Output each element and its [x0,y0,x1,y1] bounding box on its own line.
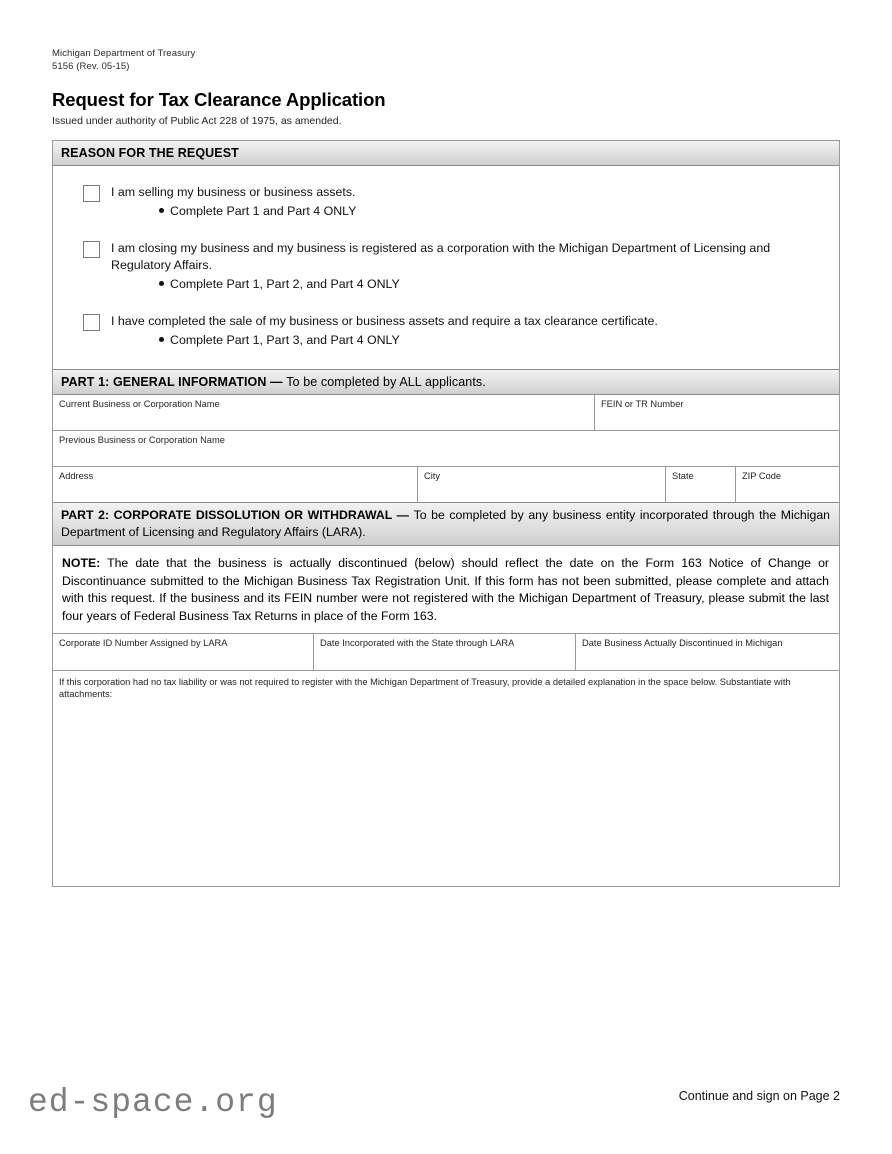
part2-row-dates [53,634,839,671]
explanation-textarea[interactable] [53,700,839,886]
field-date-incorporated[interactable] [314,634,576,670]
reason-option-instruction [159,332,825,349]
field-label: ZIP Code [742,471,782,481]
reason-option-label: I have completed the sale of my business or business assets and require a tax clearance certificate. [111,314,658,328]
field-label: Date Business Actually Discontinued in Michigan [582,638,783,648]
field-corporate-id[interactable] [53,634,314,670]
bullet-icon [159,281,164,286]
reason-option-closing[interactable] [67,240,825,293]
part2-title [61,507,830,541]
field-previous-business-name[interactable] [53,431,839,466]
section-header-part1 [53,369,839,395]
form-body [52,140,840,887]
form-number: 5156 (Rev. 05-15) [52,60,130,72]
part1-row-previous-name [53,431,839,467]
part1-row-names [53,395,839,431]
checkbox-closing[interactable] [83,241,100,258]
part2-title-normal: To be completed by any business entity incorporated through the Michigan Department of Licensing and Regulatory Affairs (LARA). [61,508,831,539]
field-label: City [424,471,441,481]
site-watermark: ed-space.org [28,1084,278,1121]
reason-option-instruction [159,203,825,220]
reason-instruction-text: Complete Part 1 and Part 4 ONLY [170,204,357,218]
part2-note [53,546,839,634]
field-label: Current Business or Corporation Name [59,399,220,409]
field-label: Address [59,471,94,481]
checkbox-completed-sale[interactable] [83,314,100,331]
note-body: The date that the business is actually discontinued (below) should reflect the date on the Form 163 Notice of Change or Discontinuance submitted to the Michigan Business Tax Registration Unit. If this form has not been submitted, please complete and attach with this request. If the business and its FEIN number were not registered with the Michigan Department of Treasury, please submit the last four years of Federal Business Tax Returns in place of the Form 163. [62,556,829,623]
reason-option-label: I am closing my business and my business is registered as a corporation with the Michigan Department of Licensing and Regulatory Affairs. [111,241,771,272]
reason-instruction-text: Complete Part 1, Part 2, and Part 4 ONLY [170,277,400,291]
checkbox-selling[interactable] [83,185,100,202]
reason-option-selling[interactable] [67,184,825,220]
part1-title-bold: PART 1: GENERAL INFORMATION — [61,375,287,389]
part1-row-address [53,467,839,502]
field-label: Date Incorporated with the State through LARA [320,638,515,648]
note-paragraph [62,555,829,625]
part2-title-bold: PART 2: CORPORATE DISSOLUTION OR WITHDRAWAL — [61,508,414,522]
field-label: State [672,471,694,481]
reason-section-title: REASON FOR THE REQUEST [61,146,239,160]
part1-title [61,375,486,389]
section-header-reason [53,141,839,166]
reason-options-group [53,166,839,369]
field-label: FEIN or TR Number [601,399,684,409]
field-date-discontinued[interactable] [576,634,839,670]
field-state[interactable] [666,467,736,502]
agency-name: Michigan Department of Treasury [52,48,196,59]
section-header-part2 [53,502,839,546]
bullet-icon [159,208,164,213]
reason-option-completed-sale[interactable] [67,313,825,349]
explanation-prompt: If this corporation had no tax liability or was not required to register with the Michigan Department of Treasury, provide a detailed explanation in the space below. Substantiate with attachments: [59,677,791,699]
field-zip-code[interactable] [736,467,839,502]
continue-note: Continue and sign on Page 2 [678,1089,840,1103]
reason-instruction-text: Complete Part 1, Part 3, and Part 4 ONLY [170,333,400,347]
form-authority-line: Issued under authority of Public Act 228 of 1975, as amended. [52,115,342,127]
field-current-business-name[interactable] [53,395,595,430]
note-label: NOTE: [62,556,101,570]
page-title: Request for Tax Clearance Application [52,89,386,110]
masthead [52,48,652,127]
field-address[interactable] [53,467,418,502]
reason-option-label: I am selling my business or business assets. [111,185,356,199]
field-fein-or-tr-number[interactable] [595,395,839,430]
field-city[interactable] [418,467,666,502]
part1-title-normal: To be completed by ALL applicants. [286,375,486,389]
reason-option-instruction [159,276,825,293]
bullet-icon [159,337,164,342]
field-label: Corporate ID Number Assigned by LARA [59,638,228,648]
field-label: Previous Business or Corporation Name [59,435,225,445]
